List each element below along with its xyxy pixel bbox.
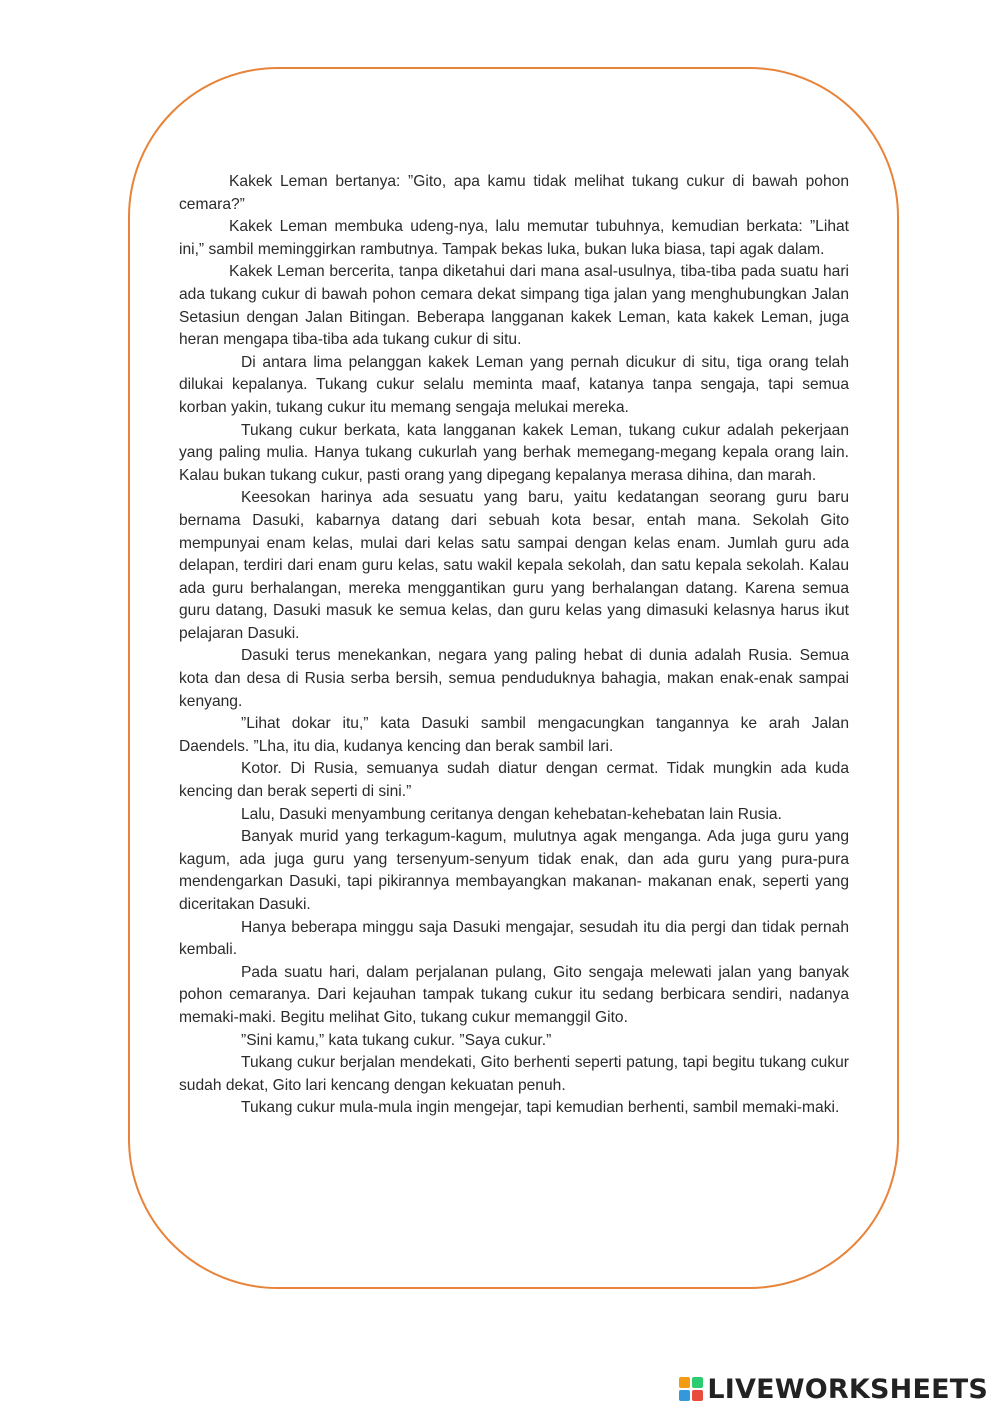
paragraph: Hanya beberapa minggu saja Dasuki mengajar, sesudah itu dia pergi dan tidak pernah kembali. (179, 918, 849, 959)
story-text (179, 171, 849, 1120)
paragraph: Tukang cukur mula-mula ingin mengejar, tapi kemudian berhenti, sambil memaki-maki. (241, 1099, 840, 1117)
paragraph: Tukang cukur berkata, kata langganan kakek Leman, tukang cukur adalah pekerjaan yang paling mulia. Hanya tukang cukurlah yang berhak memegang-megang kepala orang lain. Kalau bukan tukang cukur, pasti orang yang dipegang kepalanya merasa dihina, dan marah. (179, 421, 849, 484)
liveworksheets-brand[interactable] (679, 1372, 988, 1406)
paragraph: Kakek Leman bertanya: ”Gito, apa kamu tidak melihat tukang cukur di bawah pohon cemara?” (179, 173, 849, 213)
logo-square (679, 1390, 690, 1401)
paragraph: Lalu, Dasuki menyambung ceritanya dengan kehebatan-kehebatan lain Rusia. (241, 805, 782, 823)
paragraph: Kakek Leman membuka udeng-nya, lalu memutar tubuhnya, kemudian berkata: ”Lihat ini,” sambil meminggirkan rambutnya. Tampak bekas luka, bukan luka biasa, tapi agak dalam. (179, 218, 849, 258)
paragraph: Keesokan harinya ada sesuatu yang baru, yaitu kedatangan seorang guru baru bernama Dasuki, kabarnya datang dari sebuah kota besar, entah mana. Sekolah Gito mempunyai enam kelas, mulai dari kelas satu sampai dengan kelas enam. Jumlah guru ada delapan, terdiri dari enam guru kelas, satu wakil kepala sekolah, dan satu kepala sekolah. Kalau ada guru berhalangan, mereka menggantikan guru yang berhalangan datang. Karena semua guru datang, Dasuki masuk ke semua kelas, dan guru kelas yang dimasuki kelasnya harus ikut pelajaran Dasuki. (179, 489, 849, 642)
paragraph: ”Lihat dokar itu,” kata Dasuki sambil mengacungkan tangannya ke arah Jalan Daendels. ”Lha, itu dia, kudanya kencing dan berak sambil lari. (179, 715, 849, 755)
paragraph: Di antara lima pelanggan kakek Leman yang pernah dicukur di situ, tiga orang telah dilukai kepalanya. Tukang cukur selalu meminta maaf, katanya tanpa sengaja, tapi semua korban yakin, tukang cukur itu memang sengaja melukai mereka. (179, 353, 849, 416)
brand-label: LIVEWORKSHEETS (707, 1373, 988, 1405)
logo-square (692, 1390, 703, 1401)
paragraph: Pada suatu hari, dalam perjalanan pulang, Gito sengaja melewati jalan yang banyak pohon cemaranya. Dari kejauhan tampak tukang cukur itu sedang berbicara sendiri, nadanya memaki-maki. Begitu melihat Gito, tukang cukur memanggil Gito. (179, 963, 849, 1026)
paragraph: Kakek Leman bercerita, tanpa diketahui dari mana asal-usulnya, tiba-tiba pada suatu hari ada tukang cukur di bawah pohon cemara dekat simpang tiga jalan yang menghubungkan Jalan Setasiun dengan Jalan Bitingan. Beberapa langganan kakek Leman, kata kakek Leman, juga heran mengapa tiba-tiba ada tukang cukur di situ. (179, 263, 849, 349)
paragraph: Tukang cukur berjalan mendekati, Gito berhenti seperti patung, tapi begitu tukang cukur sudah dekat, Gito lari kencang dengan kekuatan penuh. (179, 1054, 849, 1094)
paragraph: Dasuki terus menekankan, negara yang paling hebat di dunia adalah Rusia. Semua kota dan desa di Rusia serba bersih, semua penduduknya bahagia, makan enak-enak sampai kenyang. (179, 647, 849, 710)
paragraph: Banyak murid yang terkagum-kagum, mulutnya agak menganga. Ada juga guru yang kagum, ada juga guru yang tersenyum-senyum tidak enak, dan ada guru yang pura-pura mendengarkan Dasuki, tapi pikirannya membayangkan makanan- makanan enak, seperti yang diceritakan Dasuki. (179, 828, 849, 913)
liveworksheets-logo-icon (679, 1377, 703, 1401)
paragraph: ”Sini kamu,” kata tukang cukur. ”Saya cukur.” (241, 1031, 552, 1049)
logo-square (692, 1377, 703, 1388)
logo-square (679, 1377, 690, 1388)
paragraph: Kotor. Di Rusia, semuanya sudah diatur dengan cermat. Tidak mungkin ada kuda kencing dan berak seperti di sini.” (179, 760, 849, 801)
